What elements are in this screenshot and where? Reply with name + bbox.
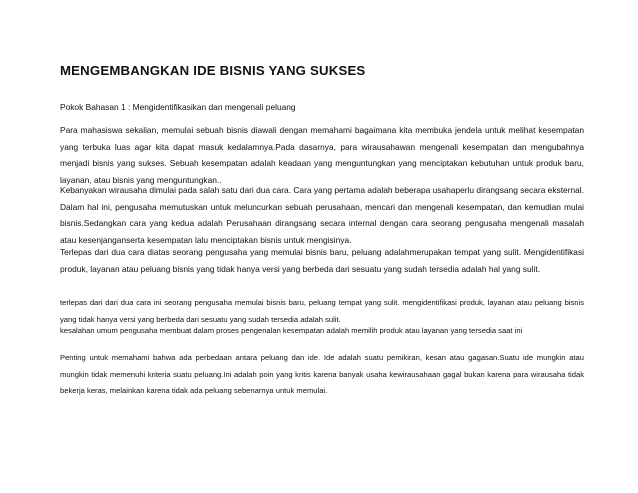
paragraph-4: terlepas dari dari dua cara ini seorang pengusaha memulai bisnis baru, peluang tempat yang sulit. mengidentifikasi produk, layanan atau peluang bisnis yang tidak hanya versi yang berbeda dari sesuatu yang sudah tersedia adalah sulit. [60, 298, 584, 324]
paragraph-6: Penting untuk memahami bahwa ada perbedaan antara peluang dan ide. Ide adalah suatu pemikiran, kesan atau gagasan.Suatu ide mungkin atau mungkin tidak memenuhi kriteria suatu peluang.Ini adalah poin yang kritis karena banyak usaha kewirausahaan gagal bukan karena para wirausaha tidak bekerja keras, melainkan karena tidak ada peluang sebenarnya untuk memulai. [60, 353, 584, 395]
paragraph-5: kesalahan umum pengusaha membuat dalam proses pengenalan kesempatan adalah memilih produk atau layanan yang tersedia saat ini [60, 326, 523, 335]
document-subtitle: Pokok Bahasan 1 : Mengidentifikasikan dan mengenali peluang [60, 102, 296, 112]
paragraph-1: Para mahasiswa sekalian, memulai sebuah bisnis diawali dengan memahami bagaimana kita membuka jendela untuk melihat kesempatan yang terbuka luas agar kita dapat masuk kedalamnya.Pada dasarnya, para wirausahawan mengenali kesempatan dan mengubahnya menjadi bisnis yang sukses. Sebuah kesempatan adalah keadaan yang menguntungkan yang menciptakan kebutuhan untuk produk baru, layanan, atau bisnis yang menguntungkan.. [60, 125, 584, 185]
paragraph-3: Terlepas dari dua cara diatas seorang pengusaha yang memulai bisnis baru, peluang adalahmerupakan tempat yang sulit. Mengidentifikasi produk, layanan atau peluang bisnis yang tidak hanya versi yang berbeda dari sesuatu yang sudah tersedia adalah hal yang sulit. [60, 247, 584, 274]
document-title: MENGEMBANGKAN IDE BISNIS YANG SUKSES [60, 63, 366, 78]
paragraph-2: Kebanyakan wirausaha dimulai pada salah satu dari dua cara. Cara yang pertama adalah beberapa usahaperlu dirangsang secara eksternal. Dalam hal ini, pengusaha memutuskan untuk meluncurkan sebuah perusahaan, mencari dan mengenali kesempatan, dan kemudian mulai bisnis.Sedangkan cara yang kedua adalah Perusahaan dirangsang secara internal dengan cara seorang pengusaha mengenali masalah atau kesenjanganserta kesempatan lalu menciptakan bisnis untuk mengisinya. [60, 185, 584, 245]
